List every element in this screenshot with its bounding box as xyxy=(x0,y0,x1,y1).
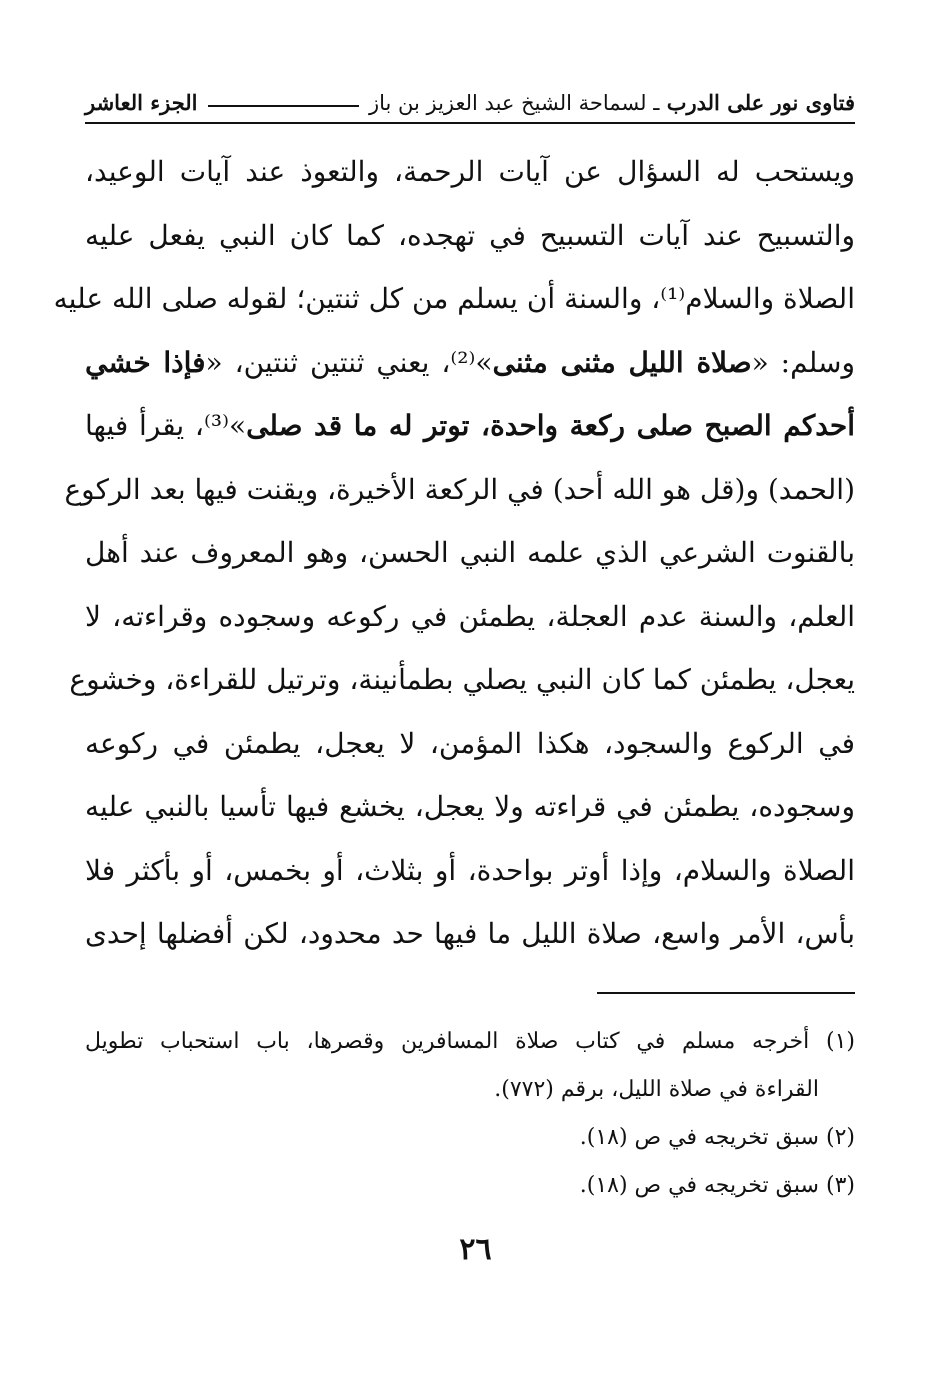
body-line: يعجل، يطمئن كما كان النبي يصلي بطمأنينة، وترتيل للقراءة، وخشوع xyxy=(69,663,855,696)
body-text xyxy=(53,140,856,966)
body-segment: »⁽²⁾، يعني ثنتين ثنتين، « xyxy=(205,345,493,379)
footnote-separator xyxy=(597,992,855,994)
hadith-quote: صلاة الليل مثنى مثنى xyxy=(492,345,752,379)
footnote-1-continued: القراءة في صلاة الليل، برقم (٧٧٢). xyxy=(494,1077,819,1102)
volume-label: الجزء العاشر xyxy=(85,89,198,115)
footnote-1: (١) أخرجه مسلم في كتاب صلاة المسافرين وقصرها، باب استحباب تطويل xyxy=(85,1029,855,1054)
body-line: الصلاة والسلام⁽¹⁾، والسنة أن يسلم من كل ثنتين؛ لقوله صلى الله عليه xyxy=(53,282,855,315)
body-line: بأس، الأمر واسع، صلاة الليل ما فيها حد محدود، لكن أفضلها إحدى xyxy=(85,917,855,950)
body-line: بالقنوت الشرعي الذي علمه النبي الحسن، وهو المعروف عند أهل xyxy=(85,536,855,569)
body-segment: »⁽³⁾، يقرأ فيها xyxy=(85,409,247,442)
author-name: ـ لسماحة الشيخ عبد العزيز بن باز xyxy=(368,90,660,115)
body-line xyxy=(85,394,855,458)
page-number: ٢٦ xyxy=(459,1232,492,1267)
series-title: فتاوى نور على الدرب xyxy=(666,89,855,115)
body-segment: وسلم: « xyxy=(751,345,855,379)
header-rule xyxy=(85,122,855,124)
body-line: العلم، والسنة عدم العجلة، يطمئن في ركوعه وسجوده وقراءته، لا xyxy=(85,599,855,633)
hadith-quote: فإذا خشي xyxy=(85,345,206,379)
body-line: (الحمد) و(قل هو الله أحد) في الركعة الأخيرة، ويقنت فيها بعد الركوع xyxy=(64,472,855,506)
body-line: ويستحب له السؤال عن آيات الرحمة، والتعوذ عند آيات الوعيد، xyxy=(85,155,855,188)
running-header xyxy=(85,82,855,122)
body-line: والتسبيح عند آيات التسبيح في تهجده، كما كان النبي يفعل عليه xyxy=(85,218,855,252)
footnotes xyxy=(85,1018,855,1210)
hadith-quote: أحدكم الصبح صلى ركعة واحدة، توتر له ما قد صلى xyxy=(246,409,856,442)
footnote-3: (٣) سبق تخريجه في ص (١٨). xyxy=(579,1173,855,1198)
book-title xyxy=(369,90,855,115)
body-line: في الركوع والسجود، هكذا المؤمن، لا يعجل، يطمئن في ركوعه xyxy=(85,726,855,760)
body-line: وسجوده، يطمئن في قراءته ولا يعجل، يخشع فيها تأسيا بالنبي عليه xyxy=(85,790,855,823)
body-line xyxy=(85,331,855,395)
body-line: الصلاة والسلام، وإذا أوتر بواحدة، أو بثلاث، أو بخمس، أو بأكثر فلا xyxy=(85,853,855,887)
footnote-2: (٢) سبق تخريجه في ص (١٨). xyxy=(579,1125,855,1150)
header-leader-line xyxy=(208,105,359,107)
